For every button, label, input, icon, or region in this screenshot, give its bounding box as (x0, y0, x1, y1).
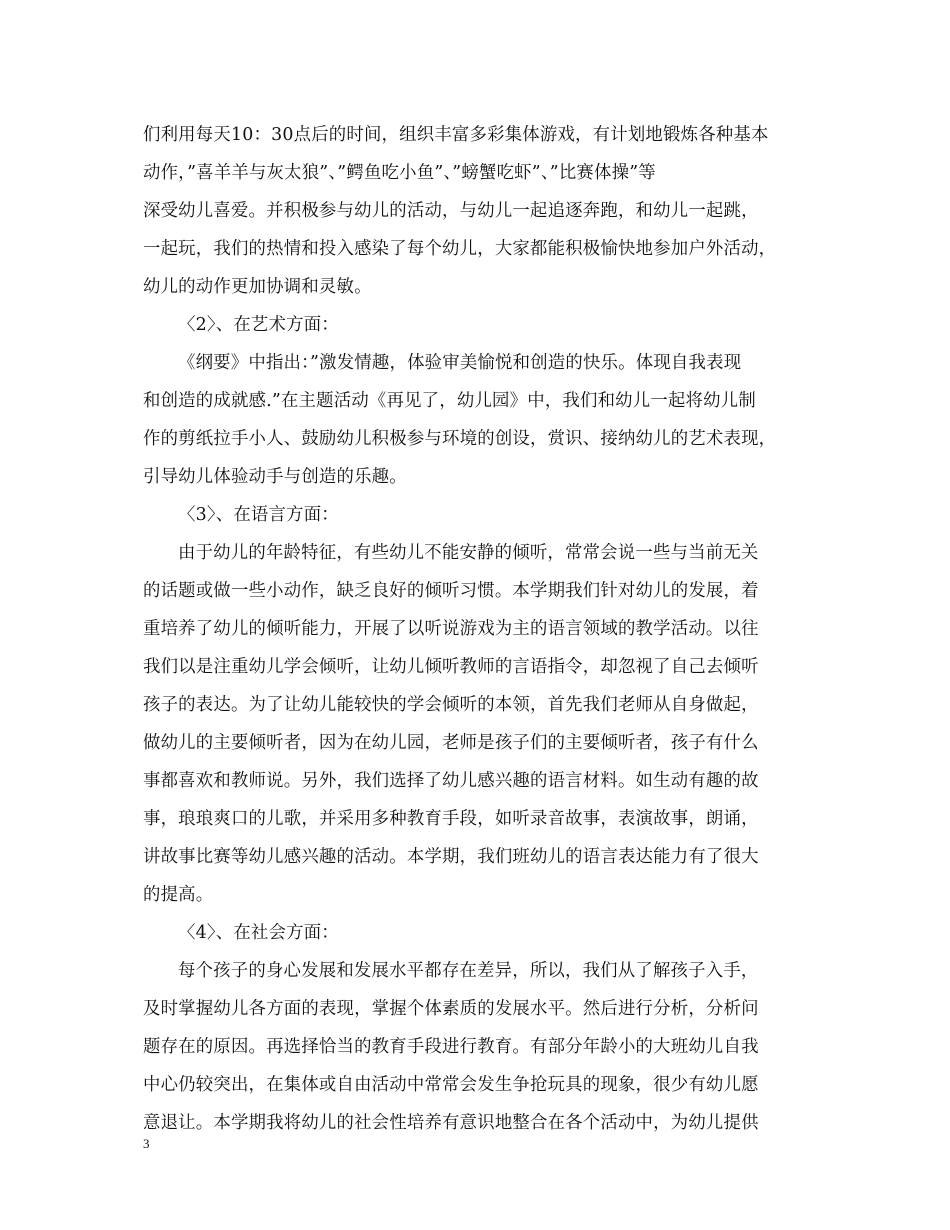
section-heading-art: 〈2〉、在艺术方面： (178, 315, 339, 335)
section-heading-social: 〈4〉、在社会方面： (178, 923, 339, 943)
text-line: 一起玩，我们的热情和投入感染了每个幼儿，大家都能积极愉快地参加户外活动， (143, 239, 777, 259)
text-line: 们利用每天10：30点后的时间，组织丰富多彩集体游戏，有计划地锻炼各种基本 (143, 125, 769, 145)
text-line: 动作，”喜羊羊与灰太狼”、”鳄鱼吃小鱼”、”螃蟹吃虾”、”比赛体操”等 (143, 163, 656, 183)
text-line: 作的剪纸拉手小人、鼓励幼儿积极参与环境的创设，赏识、接纳幼儿的艺术表现， (143, 429, 777, 449)
text-line: 我们以是注重幼儿学会倾听，让幼儿倾听教师的言语指令，却忽视了自己去倾听 (143, 657, 759, 677)
text-line: 每个孩子的身心发展和发展水平都存在差异，所以，我们从了解孩子入手， (178, 961, 759, 981)
page-number: 3 (143, 1136, 150, 1151)
text-line: 及时掌握幼儿各方面的表现，掌握个体素质的发展水平。然后进行分析，分析问 (143, 999, 759, 1019)
text-line: 的话题或做一些小动作，缺乏良好的倾听习惯。本学期我们针对幼儿的发展，着 (143, 581, 759, 601)
text-line: 的提高。 (143, 885, 214, 905)
text-line: 意退让。本学期我将幼儿的社会性培养有意识地整合在各个活动中，为幼儿提供 (143, 1113, 759, 1133)
text-line: 《纲要》中指出：”激发情趣，体验审美愉悦和创造的快乐。体现自我表现 (178, 353, 742, 373)
text-line: 讲故事比赛等幼儿感兴趣的活动。本学期，我们班幼儿的语言表达能力有了很大 (143, 847, 759, 867)
text-line: 事都喜欢和教师说。另外，我们选择了幼儿感兴趣的语言材料。如生动有趣的故 (143, 771, 759, 791)
text-line: 事，琅琅爽口的儿歌，并采用多种教育手段，如听录音故事，表演故事，朗诵， (143, 809, 759, 829)
text-line: 做幼儿的主要倾听者，因为在幼儿园，老师是孩子们的主要倾听者，孩子有什么 (143, 733, 759, 753)
section-heading-language: 〈3〉、在语言方面： (178, 505, 339, 525)
text-line: 深受幼儿喜爱。并积极参与幼儿的活动，与幼儿一起追逐奔跑，和幼儿一起跳， (143, 201, 759, 221)
text-line: 中心仍较突出，在集体或自由活动中常常会发生争抢玩具的现象，很少有幼儿愿 (143, 1075, 759, 1095)
text-line: 题存在的原因。再选择恰当的教育手段进行教育。有部分年龄小的大班幼儿自我 (143, 1037, 759, 1057)
text-line: 幼儿的动作更加协调和灵敏。 (143, 277, 372, 297)
text-line: 和创造的成就感.”在主题活动《再见了，幼儿园》中，我们和幼儿一起将幼儿制 (143, 391, 756, 411)
text-line: 孩子的表达。为了让幼儿能较快的学会倾听的本领，首先我们老师从自身做起， (143, 695, 759, 715)
text-line: 重培养了幼儿的倾听能力，开展了以听说游戏为主的语言领域的教学活动。以往 (143, 619, 759, 639)
body-text (143, 116, 803, 1142)
text-line: 引导幼儿体验动手与创造的乐趣。 (143, 467, 407, 487)
text-line: 由于幼儿的年龄特征，有些幼儿不能安静的倾听，常常会说一些与当前无关 (178, 543, 759, 563)
